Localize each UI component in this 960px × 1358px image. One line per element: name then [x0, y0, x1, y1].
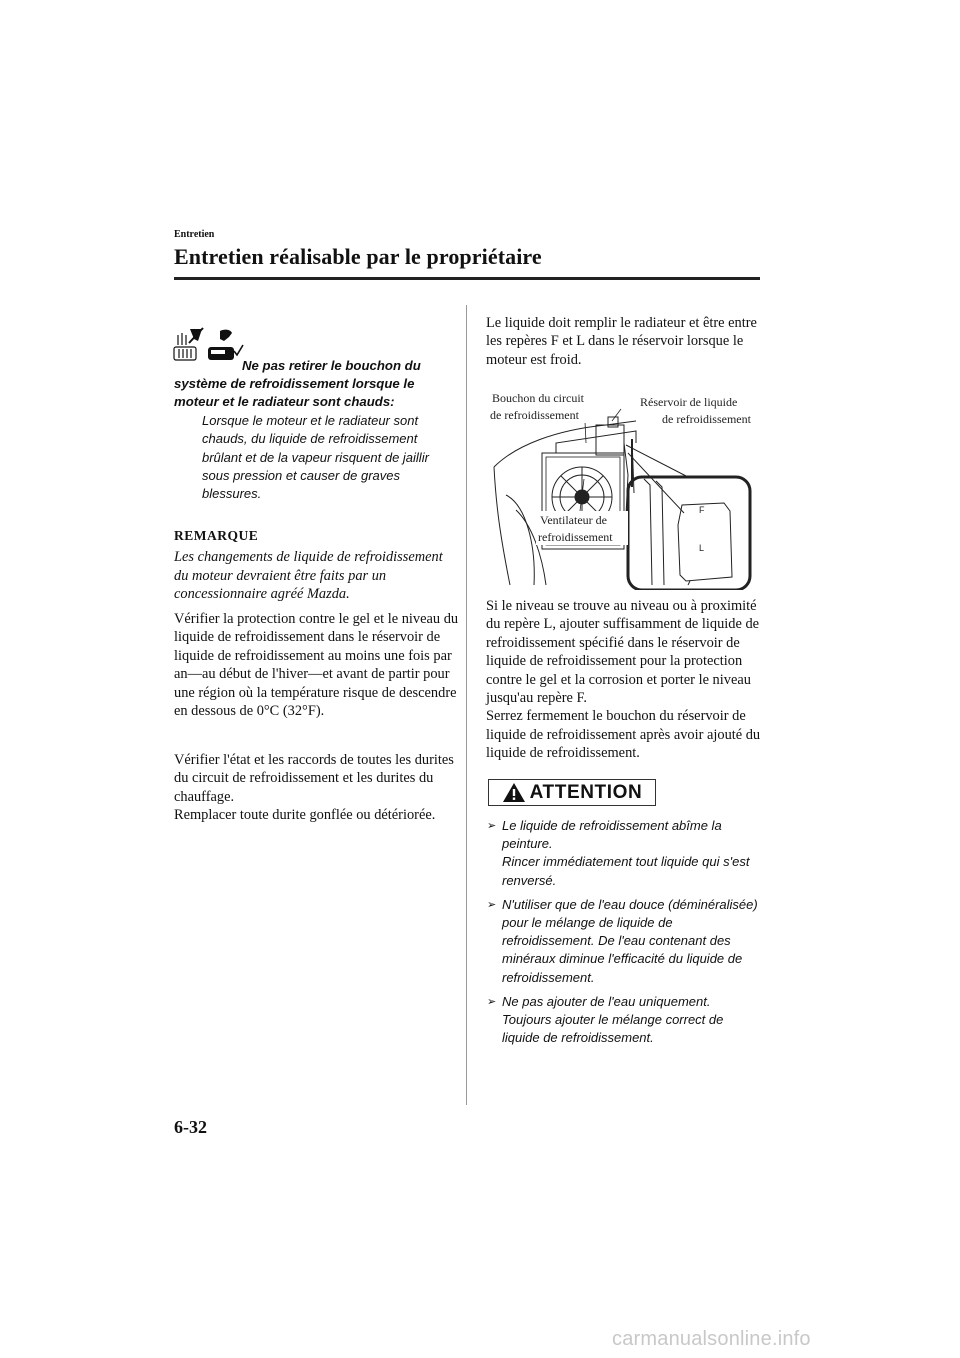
page-title: Entretien réalisable par le propriétaire — [174, 244, 542, 269]
caution-item-text: Rincer immédiatement tout liquide qui s'est renversé. — [502, 854, 750, 888]
diagram-label-cap-line1: Bouchon du circuit — [492, 391, 584, 405]
caution-item-text: Ne pas ajouter de l'eau uniquement. Toujours ajouter le mélange correct de liquide de refroidissement. — [502, 993, 724, 1046]
attention-label: ATTENTION — [529, 781, 643, 803]
diagram-mark-l: L — [699, 543, 705, 553]
warning-title: Ne pas retirer le bouchon du système de refroidissement lorsque le moteur et le radiateur sont chauds: — [174, 358, 421, 409]
list-item — [486, 993, 761, 1048]
remarque-heading: REMARQUE — [174, 528, 259, 543]
diagram-label-cap-line2: de refroidissement — [490, 408, 579, 422]
bullet-arrow-icon: ➢ — [487, 898, 497, 911]
list-item — [486, 896, 761, 987]
paragraph-hose-check-text: Vérifier l'état et les raccords de toutes les durites du circuit de refroidissement et les durites du chauffage. — [174, 752, 454, 805]
paragraph-hose-check — [174, 751, 459, 825]
caution-list — [486, 817, 761, 1053]
watermark-text: carmanualsonline.info — [612, 1328, 811, 1350]
caution-item-text: N'utiliser que de l'eau douce (déminéralisée) pour le mélange de liquide de refroidissement. De l'eau contenant des minéraux diminue l'efficacité du liquide de refroidissement. — [502, 896, 758, 985]
paragraph-add-coolant-text: Si le niveau se trouve au niveau ou à proximité du repère L, ajouter suffisamment de liquide de refroidissement spécifié dans le réservoir de liquide de refroidissement pour la protection contre le gel et la corrosion et porter le niveau jusqu'au repère F. — [486, 598, 760, 707]
paragraph-freeze-protection: Vérifier la protection contre le gel et le niveau du liquide de refroidissement dans le réservoir de liquide de refroidissement au moins une fois par an—au début de l'hiver—et avant de partir pour une région où la température risque de descendre en dessous de 0°C (32°F). — [174, 611, 459, 720]
column-divider — [466, 305, 467, 1105]
remarque-body: Les changements de liquide de refroidissement du moteur devraient être faits par un concessionnaire agréé Mazda. — [174, 549, 443, 603]
page-number: 6-32 — [174, 1117, 207, 1137]
bullet-arrow-icon: ➢ — [487, 820, 497, 832]
warning-triangle-icon — [502, 782, 526, 803]
header-divider — [174, 277, 760, 280]
paragraph-tighten-cap-text: Serrez fermement le bouchon du réservoir de liquide de refroidissement après avoir ajouté du liquide de refroidissement. — [486, 708, 761, 762]
paragraph-hose-replace-text: Remplacer toute durite gonflée ou détériorée. — [174, 807, 436, 824]
diagram-label-fan-line1: Ventilateur de — [540, 513, 607, 527]
diagram-label-reservoir-line1: Réservoir de liquide — [640, 395, 738, 409]
diagram-label-fan-line2: refroidissement — [538, 530, 613, 544]
paragraph-add-coolant — [486, 597, 766, 763]
diagram-mark-f: F — [699, 505, 705, 515]
paragraph-fill-level: Le liquide doit remplir le radiateur et être entre les repères F et L dans le réservoir lorsque le moteur est froid. — [486, 315, 757, 368]
warning-body: Lorsque le moteur et le radiateur sont chauds, du liquide de refroidissement brûlant et de la vapeur risquent de jaillir sous pression et causer de graves blessures. — [202, 413, 429, 502]
attention-box — [488, 779, 656, 806]
caution-item-text: Le liquide de refroidissement abîme la peinture. — [502, 818, 722, 852]
bullet-arrow-icon: ➢ — [487, 995, 497, 1008]
diagram-label-reservoir-line2: de refroidissement — [662, 412, 751, 426]
list-item — [486, 817, 761, 890]
section-label: Entretien — [174, 229, 215, 240]
coolant-reservoir-diagram — [486, 385, 766, 590]
